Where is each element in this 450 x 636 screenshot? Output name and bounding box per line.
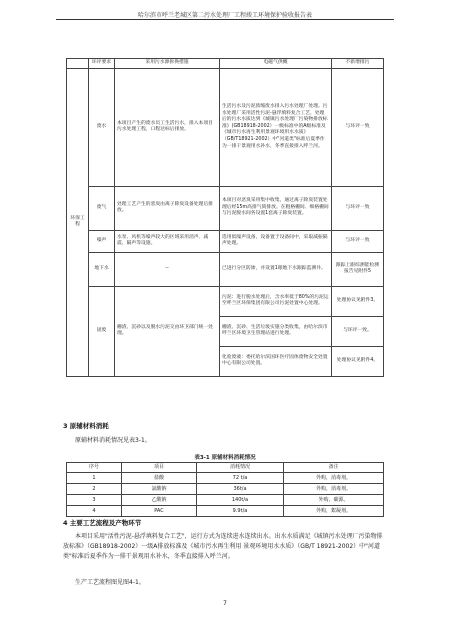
- cell-remark: 外购，絮凝剂。: [284, 506, 384, 517]
- cell-item: 氯酸钠: [122, 484, 197, 495]
- row-measure: 生活污水及污泥浓缩废水排入污水处理厂处理。污水处理厂采用活性污泥-悬浮填料复合工艺，处理后的污水水质达到《城镇污水处理厂污染物排放标准》(GB18918-2002）一级标准中的A级标准及《城市污水再生利用景观环境用水水质》（GB/T18921-2002）中"河道类"标准后夏季作为一排干景观用水补水，冬季直接排入呼兰河。: [220, 68, 332, 186]
- row-measure: 已进行分区防渗，并设置1眼地下水跟踪监测井。: [220, 252, 332, 286]
- row-result: 处理协议见附件3。: [332, 286, 384, 316]
- header-cell: 不新增排污: [332, 59, 384, 69]
- table-row: [67, 186, 384, 230]
- cell-item: 盐酸: [122, 473, 197, 484]
- row-requirement: 栅渣、沉砂以及脱水污泥交由环卫部门统一处理。: [115, 286, 220, 376]
- cell-consumption: 36t/a: [197, 484, 284, 495]
- row-requirement: 处理工艺产生的恶臭由离子除臭设备处理后排放。: [115, 186, 220, 230]
- header-divider: [56, 19, 394, 20]
- cell-remark: 外购，消毒剂。: [284, 473, 384, 484]
- row-measure: 污泥：进行脱水处理后，含水率低于80%的污泥运至呼兰区环保集团有限公司污泥处置中心处理。: [220, 286, 332, 316]
- header-cell: 项目: [122, 463, 197, 473]
- row-measure: 栅渣、沉砂、生活垃圾实施分类收集，由哈尔滨市呼兰区环境卫生管理站进行处理。: [220, 316, 332, 346]
- table-row: [67, 230, 384, 252]
- header-cell: 备注: [284, 463, 384, 473]
- cell-index: 1: [67, 473, 122, 484]
- table-row: [67, 506, 384, 517]
- table-row: [67, 252, 384, 286]
- material-consumption-table: [66, 462, 384, 517]
- row-item: 噪声: [89, 230, 115, 252]
- table-header-row: [67, 463, 384, 473]
- table-row: [67, 68, 384, 186]
- row-result: 与环评一致。: [332, 316, 384, 346]
- header-blank: [67, 59, 89, 69]
- row-requirement: 水泵、风机等噪声较大的区域采用消声、减震、隔声等设施。: [115, 230, 220, 252]
- cell-index: 2: [67, 484, 122, 495]
- table-row: [67, 495, 384, 506]
- cell-consumption: 9.9t/a: [197, 506, 284, 517]
- row-requirement: --: [115, 252, 220, 286]
- material-table-title: 表3-1 原辅材料消耗情况: [194, 455, 256, 461]
- cell-index: 4: [67, 506, 122, 517]
- page-header: 哈尔滨市呼兰老城区第二污水处理厂工程竣工环境保护验收报告表: [137, 12, 312, 19]
- header-cell: 环评要求: [89, 59, 115, 69]
- process-paragraph: 本项目采用"活性污泥-悬浮填料复合工艺"，运行方式为连续进水连续出水。出水水质满足《城镇污水处理厂污染物排放标准》（GB18918-2002）一级A排放标准及《城市污水再生利用 景观环境用水水质》（GB/T 18921-2002）中"河道类"标准后夏季作为一排干景观用水补水，冬季直接排入呼兰河。: [63, 533, 383, 560]
- environmental-measures-table: [66, 58, 384, 377]
- figure-reference: 生产工艺流程图见图4-1。: [75, 579, 145, 586]
- header-cell: 序号: [67, 463, 122, 473]
- header-cell: 采用污水源拆换措施: [115, 59, 220, 69]
- row-result: 与环评一致: [332, 230, 384, 252]
- row-result: 与环评一致: [332, 186, 384, 230]
- row-requirement: 本项目产生的废水员工生活污水，排入本项目污水处理工程，口程达标后排放。: [115, 68, 220, 186]
- table-row: [67, 286, 384, 316]
- cell-item: PAC: [122, 506, 197, 517]
- cell-index: 3: [67, 495, 122, 506]
- section-heading-materials: 3 原辅材料消耗: [63, 422, 109, 430]
- row-measure: 本项目对恶臭采用集中收集，通过离子除臭装置处理后经15m高排气筒排放。在粗格栅间、细格栅间与污泥脱水间各设置1套离子除臭装置。: [220, 186, 332, 230]
- row-item: 废水: [89, 68, 115, 186]
- cell-remark: 外购，碳源。: [284, 495, 384, 506]
- row-result: 跟踪上跟综测能检测报告见附件5: [332, 252, 384, 286]
- row-measure: 化验废液：委托哈尔滨国环医疗固体废物安全处置中心有限公司处置。: [220, 346, 332, 376]
- category-cell: 环保工程: [67, 68, 89, 376]
- cell-consumption: 140t/a: [197, 495, 284, 506]
- materials-intro: 原辅材料消耗情况见表3-1。: [75, 437, 151, 444]
- row-measure: 选用低噪声设备，设备置于设备间中，采取减振隔声处理。: [220, 230, 332, 252]
- table-row: [67, 473, 384, 484]
- row-result: 与环评一致: [332, 68, 384, 186]
- header-cell: 电磁气供概: [220, 59, 332, 69]
- row-result: 处理协议见附件4。: [332, 346, 384, 376]
- section-heading-process: 4 主要工艺流程及产物环节: [63, 519, 142, 527]
- row-item: 地下水: [89, 252, 115, 286]
- cell-remark: 外购，消毒剂。: [284, 484, 384, 495]
- row-item: 固废: [89, 286, 115, 376]
- row-item: 废气: [89, 186, 115, 230]
- table-header-row: [67, 59, 384, 69]
- cell-consumption: 72 t/a: [197, 473, 284, 484]
- cell-item: 乙酸钠: [122, 495, 197, 506]
- table-row: [67, 484, 384, 495]
- header-cell: 消耗情况: [197, 463, 284, 473]
- page-number: 7: [223, 600, 227, 607]
